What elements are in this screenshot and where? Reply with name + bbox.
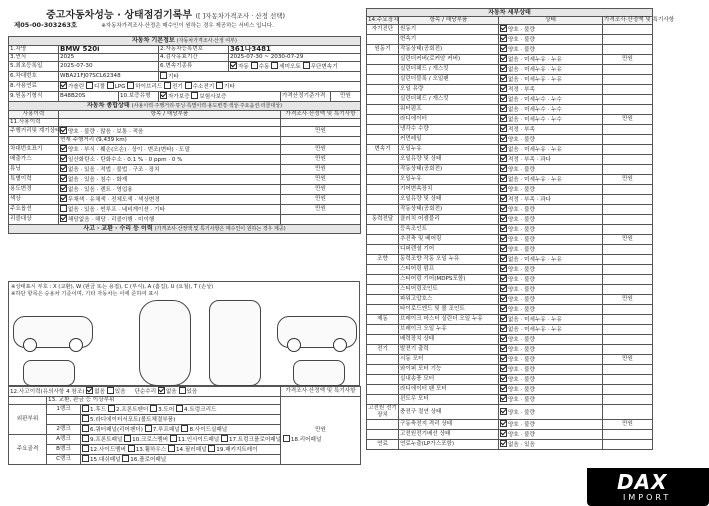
checkbox-icon <box>500 145 507 152</box>
detail-price <box>603 440 653 450</box>
checkbox-icon <box>500 245 507 252</box>
detail-price <box>603 255 653 265</box>
detail-item: 파워고압호스 <box>399 295 499 305</box>
detail-price <box>603 385 653 395</box>
detail-price <box>603 375 653 385</box>
device-group: 연료 <box>367 440 399 450</box>
detail-item: 동력조향 작동 오일 누유 <box>399 255 499 265</box>
detail-price <box>603 245 653 255</box>
general-row: 튜닝 없음 · 있음 · 적법 · 불법 · 구조 · 장치 만원 <box>9 165 361 175</box>
checkbox-icon <box>500 215 507 222</box>
checkbox-icon <box>500 345 507 352</box>
basic-info-table: 자동차 기본정보 (자동차가격조사·산정 여부) 1.차명 BMW 520i 2.자동차등록번호 361나3481 3.연식 2025 4.검사유효기간 2025-07-30 ~ 2030-07-29 5.최초등록일 2025-07-30 6.변속기종류 자동 수동 세미오토 무단변속기 6.차대번호 WBA21FJ07SCL62348 기타 8.사용연료 가솔린 디젤 LPG 하이브리드 전기 수소전기 기타 9.원동기형식 B48B20S 10.보증유형 자가보증 보험사보증 가격산정기준가격 만원 자동차 종합상태 (사용이력·주행거리·튜닝·특별이력·용도변경·색상·주요옵션·리콜대상) 사용이력 항목 / 해당부품 가격조사·산정액 및 특기사항 11.사용이력 주행거리및 계기상태 양호 · 불량 · 많음 · 보통 · 적음 만원 현재 주행거리 (9,439 km) 차대번호표기 양호 · 부식 · 훼손(오손) · 상이 · 변조(변타) · 도말 만원 배출가스 일산화탄소 · 탄화수소 · 0.1 % · 0 ppm · 0 % 만원 튜닝 없음 · 있음 · 적법 · 불법 · 구조 · 장치 만원 특별이력 없음 · 있음 · 침수 · 화재 만원 용도변경 없음 · 있음 · 렌트 · 영업용 만원 색상 무채색 · 유채색 · 전체도색 · 색상변경 만원 주요옵션 없음 · 있음 · 썬루프 · 네비게이션 · 기타 만원 리콜대상 해당없음 · 해당 · 리콜이행 · 미이행 사고 · 교환 · 수리 등 이력 (가격조사·산정액 및 특기사항은 매수인이 원하는 경우 제공) <box>8 36 361 234</box>
detail-state: 없음 · 미세누유 · 누유 <box>508 327 562 333</box>
detail-state: 양호 · 불량 <box>508 27 535 33</box>
detail-item: 스티어링 펌프 <box>399 265 499 275</box>
detail-item: 냉각수 수량 <box>399 125 499 135</box>
damage-diagram <box>8 281 360 386</box>
detail-item: 실내송풍 모터 <box>399 375 499 385</box>
detail-state: 양호 · 불량 <box>508 167 535 173</box>
checkbox-icon <box>500 265 507 272</box>
detail-row <box>367 215 653 225</box>
detail-item: 실린더헤드 / 개스킷 <box>399 95 499 105</box>
checkbox-icon <box>500 155 507 162</box>
detail-state: 양호 · 불량 <box>508 297 535 303</box>
detail-row <box>367 195 653 205</box>
checkbox-icon <box>500 285 507 292</box>
detail-item: 타이로드엔드 및 볼 조인트 <box>399 305 499 315</box>
checkbox-icon <box>500 115 507 122</box>
checkbox-icon <box>500 295 507 302</box>
detail-item: 원동기 <box>399 25 499 35</box>
device-group <box>367 75 399 85</box>
detail-item: 배력장치 상태 <box>399 335 499 345</box>
detail-item: 실린더블록 / 오일팬 <box>399 75 499 85</box>
detail-item: 워터펌프 <box>399 105 499 115</box>
detail-price: 만원 <box>603 175 653 185</box>
detail-state: 양호 · 불량 <box>508 247 535 253</box>
detail-item: 라디에이터 팬 모터 <box>399 385 499 395</box>
detail-state: 적정 · 부족 <box>508 87 535 93</box>
detail-state: 양호 · 불량 <box>508 207 535 213</box>
device-group <box>367 155 399 165</box>
checkbox-icon <box>500 420 507 427</box>
detail-price <box>603 185 653 195</box>
checkbox-icon <box>500 305 507 312</box>
checkbox-icon <box>500 255 507 262</box>
detail-item: 브레이크 오일 누유 <box>399 325 499 335</box>
detail-item: 연료누출(LP가스포함) <box>399 440 499 450</box>
detail-row <box>367 35 653 45</box>
detail-item: 오일누유 <box>399 145 499 155</box>
device-group <box>367 365 399 375</box>
detail-row <box>367 25 653 35</box>
detail-item: 충전구 절연 상태 <box>399 405 499 420</box>
accident-table: 12.사고이력(유의사항 4 참조) 없음 있음 단순수리 없음 있음 가격조사·산정액 및 특기사항 13. 교환, 판금 등 이상부위 만원 외판부위 1랭크 1.후드 2.프론트펜더 3.도어 4.트렁크리드 5.라디에이터서포트(볼트체결부품) 2랭크 6.쿼터패널(리어펜더) 7.루프패널 8.사이드실패널 주요골격 A랭크 9.프론트패널 10.크로스멤버 11.인사이드패널 17.트렁크플로어패널 18.리어패널 B랭크 12.사이드멤버 13.휠하우스 14.필러패널 19.패키지트레이 C랭크 15.대쉬패널 16.플로어패널 <box>8 386 361 465</box>
detail-price: 만원 <box>603 115 653 125</box>
detail-item: 발전기 출력 <box>399 345 499 355</box>
detail-row <box>367 185 653 195</box>
document-number: 제05-00-303263호 ※자동차가격조사·산정은 매수인이 원하는 경우 제공하는 서비스 입니다. <box>14 21 274 29</box>
detail-state: 없음 · 미세누유 · 누유 <box>508 317 562 323</box>
device-group <box>367 305 399 315</box>
detail-state: 양호 · 불량 <box>508 307 535 313</box>
detail-price <box>603 430 653 440</box>
detail-state: 양호 · 불량 <box>508 47 535 53</box>
device-group <box>367 115 399 125</box>
detail-state: 없음 · 미세누수 · 누수 <box>508 97 562 103</box>
detail-state: 적정 · 부족 · 과다 <box>508 197 552 203</box>
detail-row <box>367 95 653 105</box>
detail-item: 스티어링조인트 <box>399 285 499 295</box>
general-row: 현재 주행거리 (9,439 km) <box>9 137 361 145</box>
detail-item: 오일유량 및 상태 <box>399 155 499 165</box>
device-group <box>367 325 399 335</box>
detail-price <box>603 205 653 215</box>
detail-state: 없음 · 미세누수 · 누수 <box>508 107 562 113</box>
detail-row <box>367 105 653 115</box>
detail-row <box>367 85 653 95</box>
detail-row <box>367 355 653 365</box>
checkbox-icon <box>500 235 507 242</box>
detail-state: 없음 · 미세누유 · 누유 <box>508 77 562 83</box>
detail-item: 작동상태(공회전) <box>399 45 499 55</box>
checkbox-icon <box>500 185 507 192</box>
device-group <box>367 335 399 345</box>
detail-price <box>603 285 653 295</box>
detail-state: 적정 · 부족 <box>508 127 535 133</box>
general-row: 배출가스 일산화탄소 · 탄화수소 · 0.1 % · 0 ppm · 0 % 만원 <box>9 155 361 165</box>
device-group <box>367 185 399 195</box>
detail-price: 만원 <box>603 55 653 65</box>
checkbox-icon <box>500 75 507 82</box>
detail-item: 시동 모터 <box>399 355 499 365</box>
detail-row <box>367 315 653 325</box>
checkbox-icon <box>500 430 507 437</box>
detail-item: 윈도우 모터 <box>399 395 499 405</box>
device-group <box>367 105 399 115</box>
detail-row <box>367 430 653 440</box>
car-underbody-icon <box>209 300 261 386</box>
detail-row <box>367 75 653 85</box>
detail-state: 양호 · 불량 <box>508 37 535 43</box>
general-row: 차대번호표기 양호 · 부식 · 훼손(오손) · 상이 · 변조(변타) · 도말 만원 <box>9 145 361 155</box>
detail-price: 만원 <box>603 295 653 305</box>
device-group: 동력전달 <box>367 215 399 225</box>
general-row: 11.사용이력 <box>9 119 361 127</box>
detail-state: 양호 · 불량 <box>508 377 535 383</box>
detail-item: 디퍼렌셜 기어 <box>399 245 499 255</box>
detail-row <box>367 145 653 155</box>
device-group <box>367 225 399 235</box>
detail-price <box>603 125 653 135</box>
detail-price <box>603 25 653 35</box>
checkbox-icon <box>500 125 507 132</box>
detail-price <box>603 145 653 155</box>
detail-price: 만원 <box>603 355 653 365</box>
detail-state: 적정 · 부족 · 과다 <box>508 157 552 163</box>
detail-price <box>603 195 653 205</box>
device-group: 조향 <box>367 255 399 265</box>
device-group <box>367 35 399 45</box>
car-top-icon <box>139 300 191 386</box>
document-title: 중고자동차성능 · 상태점검기록부 ([ ]자동차가격조사 · 산정 선택) <box>46 10 286 21</box>
checkbox-icon <box>500 385 507 392</box>
checkbox-icon <box>500 335 507 342</box>
checkbox-icon <box>500 25 507 32</box>
device-group <box>367 395 399 405</box>
detail-state: 양호 · 불량 <box>508 137 535 143</box>
detail-row <box>367 365 653 375</box>
device-group <box>367 205 399 215</box>
detail-state: 양호 · 불량 <box>508 367 535 373</box>
detail-row <box>367 275 653 285</box>
detail-price <box>603 45 653 55</box>
detail-row <box>367 385 653 395</box>
checkbox-icon <box>500 195 507 202</box>
detail-item: 구동축전지 격리 상태 <box>399 420 499 430</box>
detail-row <box>367 325 653 335</box>
general-row: 용도변경 없음 · 있음 · 렌트 · 영업용 만원 <box>9 185 361 195</box>
detail-row <box>367 255 653 265</box>
checkbox-icon <box>500 135 507 142</box>
detail-item: 오일누유 <box>399 175 499 185</box>
detail-price <box>603 215 653 225</box>
checkbox-icon <box>500 95 507 102</box>
detail-price <box>603 365 653 375</box>
device-group <box>367 135 399 145</box>
header-notice: ※자동차가격조사·산정은 매수인이 원하는 경우 제공하는 서비스 입니다. <box>101 23 274 29</box>
detail-state: 양호 · 불량 <box>508 422 535 428</box>
checkbox-icon <box>500 365 507 372</box>
detail-state: 없음 · 있음 <box>508 442 535 448</box>
detail-item: 기어변속장치 <box>399 185 499 195</box>
detail-state: 없음 · 미세누수 · 누수 <box>508 117 562 123</box>
detail-item: 스티어링 기어(MDPS포함) <box>399 275 499 285</box>
device-group: 변속기 <box>367 145 399 155</box>
detail-row <box>367 45 653 55</box>
checkbox-icon <box>500 275 507 282</box>
detail-state: 양호 · 불량 <box>508 387 535 393</box>
device-group <box>367 355 399 365</box>
device-group <box>367 165 399 175</box>
detail-row <box>367 65 653 75</box>
device-group <box>367 420 399 430</box>
detail-state: 없음 · 미세누유 · 누유 <box>508 177 562 183</box>
detail-item: 실린더커버(로커암 커버) <box>399 55 499 65</box>
device-group <box>367 95 399 105</box>
detail-row <box>367 225 653 235</box>
detail-item: 라디에이터 <box>399 115 499 125</box>
detail-row <box>367 165 653 175</box>
detail-state: 양호 · 불량 <box>508 409 535 416</box>
detail-row <box>367 375 653 385</box>
detail-state: 양호 · 불량 <box>508 357 535 363</box>
checkbox-icon <box>500 395 507 402</box>
detail-item: 브레이크 마스터 실린더 오일 누유 <box>399 315 499 325</box>
checkbox-icon <box>500 225 507 232</box>
detail-price: 만원 <box>603 235 653 245</box>
device-group <box>367 125 399 135</box>
checkbox-icon <box>500 55 507 62</box>
device-group: 자기진단 <box>367 25 399 35</box>
detail-price <box>603 405 653 420</box>
detail-price <box>603 155 653 165</box>
detail-row <box>367 235 653 245</box>
detail-row <box>367 205 653 215</box>
detail-row <box>367 55 653 65</box>
general-row: 주요옵션 없음 · 있음 · 썬루프 · 네비게이션 · 기타 만원 <box>9 205 361 215</box>
checkbox-icon <box>500 408 507 415</box>
checkbox-icon <box>500 65 507 72</box>
checkbox-icon <box>500 315 507 322</box>
device-group <box>367 265 399 275</box>
device-group: 전기 <box>367 345 399 355</box>
checkbox-icon <box>500 45 507 52</box>
device-group <box>367 385 399 395</box>
detail-item: 추진축 및 베어링 <box>399 235 499 245</box>
device-group: 제동 <box>367 315 399 325</box>
device-group <box>367 275 399 285</box>
detail-state: 양호 · 불량 <box>508 347 535 353</box>
detail-state: 없음 · 미세누유 · 누유 <box>508 67 562 73</box>
reg-number: 361나3481 <box>229 46 361 54</box>
device-group <box>367 195 399 205</box>
car-rear-icon <box>293 360 345 386</box>
detail-item: 오일유량 및 상태 <box>399 195 499 205</box>
checkbox-icon <box>500 165 507 172</box>
detail-item: 작동상태(공회전) <box>399 165 499 175</box>
diagram-legend: ※상태표시 부호 : X (교환), W (판금 또는 용접), C (부식), A (흠집), U (요철), T (손상) ※하단 항목은 승용차 기준이며, 기타 자동차는 이에 준하여 표시 <box>11 284 214 297</box>
device-group <box>367 295 399 305</box>
car-front-icon <box>23 360 75 386</box>
detail-item: 고전원전기배선 상태 <box>399 430 499 440</box>
dax-import-logo: DAX IMPORT <box>587 468 709 506</box>
detail-state: 양호 · 불량 <box>508 337 535 343</box>
detail-price <box>603 95 653 105</box>
detail-row <box>367 125 653 135</box>
device-group <box>367 245 399 255</box>
device-group: 고전원 전기장치 <box>368 405 397 418</box>
detail-row <box>367 155 653 165</box>
detail-row <box>367 295 653 305</box>
device-group: 원동기 <box>367 45 399 55</box>
detail-item: 변속기 <box>399 35 499 45</box>
checkbox-icon <box>500 205 507 212</box>
detail-row <box>367 335 653 345</box>
general-row: 색상 무채색 · 유채색 · 전체도색 · 색상변경 만원 <box>9 195 361 205</box>
detail-row <box>367 175 653 185</box>
detail-item: 작동상태(공회전) <box>399 205 499 215</box>
detail-row <box>367 305 653 315</box>
detail-price <box>603 275 653 285</box>
detail-price <box>603 345 653 355</box>
detail-state: 없음 · 미세누유 · 누유 <box>508 257 562 263</box>
checkbox-icon <box>500 375 507 382</box>
detail-price <box>603 265 653 275</box>
detail-item: 등속조인트 <box>399 225 499 235</box>
inspection-sheet <box>8 6 698 502</box>
detail-row <box>367 420 653 430</box>
detail-price <box>603 105 653 115</box>
detail-price <box>603 35 653 45</box>
general-row: 특별이력 없음 · 있음 · 침수 · 화재 만원 <box>9 175 361 185</box>
checkbox-icon <box>500 440 507 447</box>
detail-row <box>367 345 653 355</box>
detail-state: 양호 · 불량 <box>508 237 535 243</box>
device-group <box>367 65 399 75</box>
detail-state: 양호 · 불량 <box>508 217 535 223</box>
detail-state: 양호 · 불량 <box>508 397 535 403</box>
detail-row <box>367 285 653 295</box>
detail-price <box>603 225 653 235</box>
detail-price <box>603 85 653 95</box>
device-group <box>367 55 399 65</box>
detail-price <box>603 165 653 175</box>
device-group <box>367 175 399 185</box>
checkbox-icon <box>500 325 507 332</box>
detail-state: 양호 · 불량 <box>508 267 535 273</box>
detail-price <box>603 305 653 315</box>
detail-state: 양호 · 불량 <box>508 187 535 193</box>
detail-item: 클러치 어셈블리 <box>399 215 499 225</box>
detail-state: 양호 · 불량 <box>508 432 535 438</box>
checkbox-icon <box>500 175 507 182</box>
detail-state-table: 자동차 세부상태 14.주요장치 항목 / 해당부품 상태 가격조사·산정액 및 특기사항 자기진단 원동기 양호 · 불량 변속기 양호 · 불량 원동기 작동상태(공회전) 양호 · 불량 실린더커버(로커암 커버) 없음 · 미세누유 · 누유 만원 실린더헤드 / 개스킷 없음 · 미세누유 · 누유 실린더블록 / 오일팬 없음 · 미세누유 · 누유 오일 유량 적정 · 부족 실린더헤드 / 개스킷 없음 · 미세누수 · 누수 워터펌프 없음 · 미세누수 · 누수 라디에이터 없음 · 미세누수 · 누수 만원 냉각수 수량 적정 · 부족 커먼레일 양호 · 불량 변속기 오일누유 없음 · 미세누유 · 누유 오일유량 및 상태 적정 · 부족 · 과다 작동상태(공회전) 양호 · 불량 오일누유 없음 · 미세누유 · 누유 만원 기어변속장치 양호 · 불량 오일유량 및 상태 적정 · 부족 · 과다 작동상태(공회전) 양호 · 불량 동력전달 클러치 어셈블리 양호 · 불량 등속조인트 양호 · 불량 추진축 및 베어링 양호 · 불량 만원 디퍼렌셜 기어 양호 · 불량 조향 동력조향 작동 오일 누유 없음 · 미세누유 · 누유 스티어링 펌프 양호 · 불량 스티어링 기어(MDPS포함) 양호 · 불량 스티어링조인트 양호 · 불량 파워고압호스 양호 · 불량 만원 타이로드엔드 및 볼 조인트 양호 · 불량 제동 브레이크 마스터 실린더 오일 누유 없음 · 미세누유 · 누유 브레이크 오일 누유 없음 · 미세누유 · 누유 배력장치 상태 양호 · 불량 전기 발전기 출력 양호 · 불량 시동 모터 양호 · 불량 만원 와이퍼 모터 기능 양호 · 불량 실내송풍 모터 양호 · 불량 라디에이터 팬 모터 양호 · 불량 윈도우 모터 양호 · 불량 고전원 전기장치 충전구 절연 상태 양호 · 불량 구동축전지 격리 상태 양호 · 불량 만원 고전원전기배선 상태 양호 · 불량 연료 연료누출(LP가스포함) 없음 · 있음 <box>368 9 675 448</box>
checkbox-icon <box>500 85 507 92</box>
detail-price <box>603 315 653 325</box>
detail-state: 양호 · 불량 <box>508 287 535 293</box>
device-group <box>367 430 399 440</box>
detail-row <box>367 115 653 125</box>
detail-state: 없음 · 미세누유 · 누유 <box>508 57 562 63</box>
checkbox-icon <box>500 105 507 112</box>
detail-row <box>367 440 653 450</box>
detail-item: 실린더헤드 / 개스킷 <box>399 65 499 75</box>
detail-price <box>603 325 653 335</box>
detail-price <box>603 335 653 345</box>
general-row: 리콜대상 해당없음 · 해당 · 리콜이행 · 미이행 <box>9 215 361 225</box>
detail-row <box>367 265 653 275</box>
detail-price <box>603 65 653 75</box>
detail-row <box>367 135 653 145</box>
detail-row <box>367 395 653 405</box>
device-group <box>367 375 399 385</box>
detail-state: 양호 · 불량 <box>508 277 535 283</box>
detail-row <box>367 245 653 255</box>
detail-item: 커먼레일 <box>399 135 499 145</box>
detail-state: 양호 · 불량 <box>508 227 535 233</box>
detail-state: 없음 · 미세누유 · 누유 <box>508 147 562 153</box>
car-name: BMW 520i <box>59 46 159 54</box>
checkbox-icon <box>500 355 507 362</box>
detail-item: 와이퍼 모터 기능 <box>399 365 499 375</box>
detail-price <box>603 395 653 405</box>
device-group <box>367 285 399 295</box>
document-header <box>8 6 348 34</box>
detail-price <box>603 135 653 145</box>
detail-row <box>367 405 653 420</box>
device-group <box>367 85 399 95</box>
device-group <box>367 235 399 245</box>
vin: WBA21FJ07SCL62348 <box>59 72 159 82</box>
general-row: 주행거리및 계기상태 양호 · 불량 · 많음 · 보통 · 적음 만원 <box>9 127 361 137</box>
detail-price: 만원 <box>603 420 653 430</box>
detail-price <box>603 75 653 85</box>
detail-item: 오일 유량 <box>399 85 499 95</box>
checkbox-icon <box>500 35 507 42</box>
